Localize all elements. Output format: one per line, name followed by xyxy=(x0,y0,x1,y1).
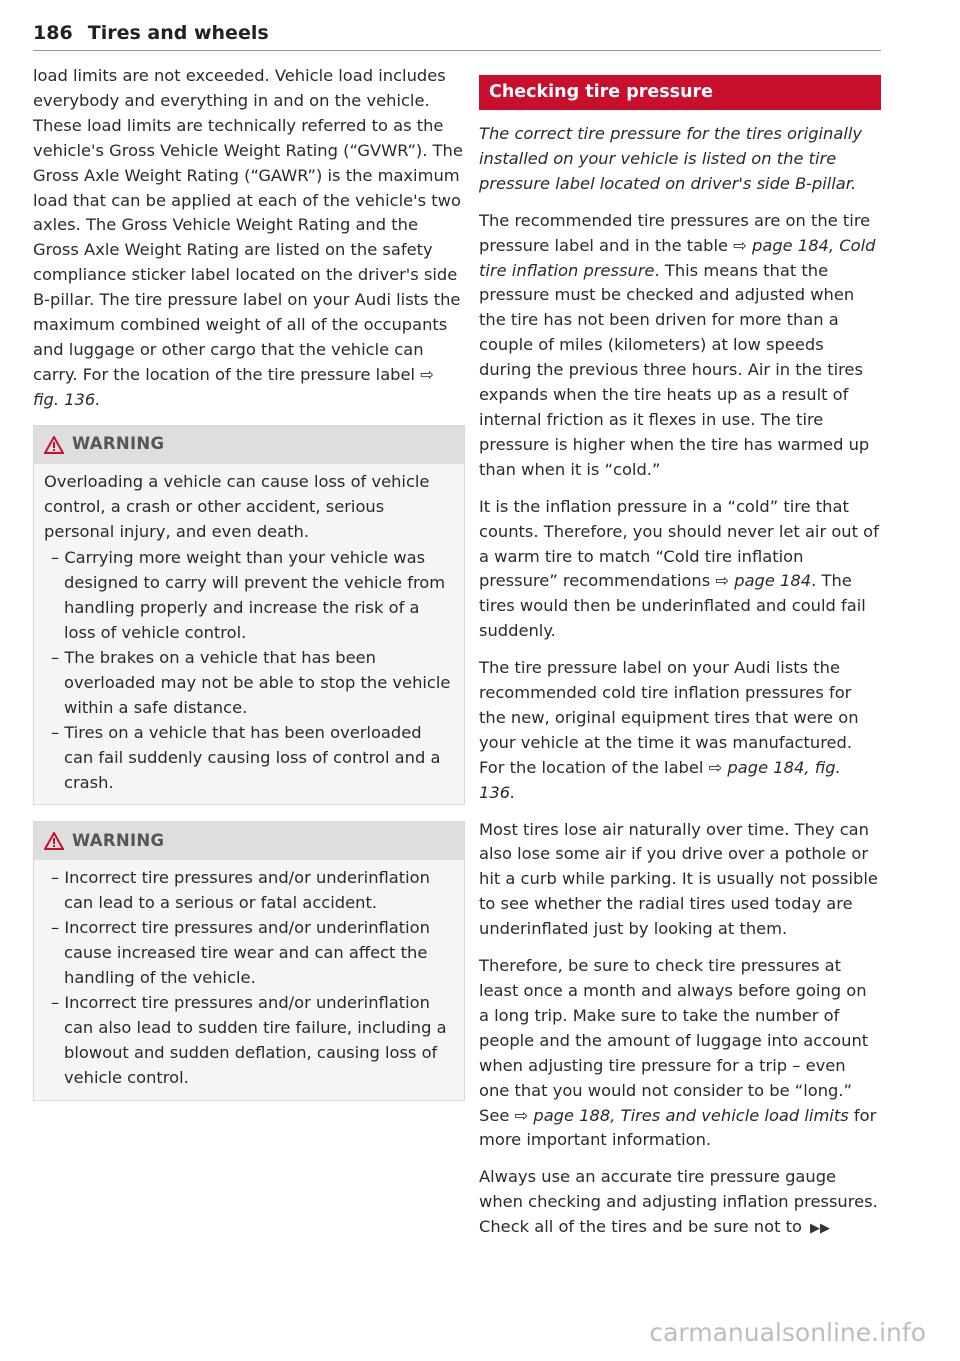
paragraph: Most tires lose air naturally over time. They can also lose some air if you drive over a pothole or hit a curb while parking. It is usually not possible to see whether the radial tires used today are underinflated just by looking at them. xyxy=(479,819,878,939)
warning-header xyxy=(34,426,464,464)
warning-item: – Carrying more weight than your vehicle was designed to carry will prevent the vehicle from handling properly and increase the risk of a loss of vehicle control. xyxy=(51,548,446,643)
paragraph: The tire pressure label on your Audi lists the recommended cold tire inflation pressures for the new, original equipment tires that were on your vehicle at the time it was manufactured. For the location of the label ⇨ page 184, fig. 136. xyxy=(479,658,859,802)
fig-reference-link[interactable]: ⇨ fig. 136. xyxy=(33,364,434,409)
page-reference-link[interactable]: ⇨ page 184, fig. 136. xyxy=(479,757,841,802)
warning-header xyxy=(34,822,464,860)
load-limits-paragraph: load limits are not exceeded. Vehicle load includes everybody and everything in and on the vehicle. These load limits are technically referred to as the vehicle's Gross Vehicle Weight Rating (“GVWR”). The Gross Axle Weight Rating (“GAWR”) is the maximum load that can be applied at each of the vehicle's two axles. The Gross Vehicle Weight Rating and the Gross Axle Weight Rating are listed on the safety compliance sticker label located on the driver's side B-pillar. The tire pressure label on your Audi lists the maximum combined weight of all of the occupants and luggage or other cargo that the vehicle can carry. For the location of the tire pressure label ⇨ fig. 136. xyxy=(33,66,463,409)
warning-item: – Tires on a vehicle that has been overloaded can fail suddenly causing loss of control and a crash. xyxy=(51,722,441,792)
continue-arrow-icon: ▶▶ xyxy=(810,1221,830,1237)
warning-box-underinflation xyxy=(33,821,465,1100)
paragraph: Always use an accurate tire pressure gauge when checking and adjusting inflation pressures. Check all of the tires and be sure not to ▶▶ xyxy=(479,1167,878,1237)
section-heading: Checking tire pressure xyxy=(489,82,714,103)
section-heading-bar xyxy=(479,75,881,110)
warning-text: Overloading a vehicle can cause loss of vehicle control, a crash or other accident, serious personal injury, and even death. xyxy=(44,471,430,541)
paragraph: Therefore, be sure to check tire pressures at least once a month and always before going on a long trip. Make sure to take the number of people and the amount of luggage into account when adjusting tire pressure for a trip – even one that you would not consider to be “long.” See ⇨ page 188, Tires and vehicle load limits for more important information. xyxy=(479,956,877,1150)
warning-item: – Incorrect tire pressures and/or underinflation can lead to a serious or fatal accident. xyxy=(51,868,430,913)
intro-text: The correct tire pressure for the tires originally installed on your vehicle is listed on the tire pressure label located on driver's side B-pillar. xyxy=(479,124,863,193)
warning-triangle-icon xyxy=(44,832,64,850)
warning-box-overloading xyxy=(33,425,465,806)
left-column xyxy=(33,64,465,1117)
paragraph: It is the inflation pressure in a “cold” tire that counts. Therefore, you should never let air out of a warm tire to match “Cold tire inflation pressure” recommendations ⇨ page 184. The tires would then be underinflated and could fail suddenly. xyxy=(479,496,879,641)
watermark: carmanualsonline.info xyxy=(649,1318,926,1347)
page-number: 186 xyxy=(33,22,73,44)
warning-item: – Incorrect tire pressures and/or underinflation cause increased tire wear and can affect the handling of the vehicle. xyxy=(51,918,430,988)
section-title: Tires and wheels xyxy=(87,22,269,44)
warning-title: WARNING xyxy=(72,831,165,851)
warning-item: – The brakes on a vehicle that has been overloaded may not be able to stop the vehicle within a safe distance. xyxy=(51,648,451,717)
right-column xyxy=(479,64,881,1254)
page-reference-link[interactable]: ⇨ page 184, Cold tire inflation pressure xyxy=(479,235,876,280)
warning-list xyxy=(44,546,454,795)
page-reference-link[interactable]: ⇨ page 184 xyxy=(715,571,812,591)
warning-list xyxy=(44,866,454,1090)
page-reference-link[interactable]: ⇨ page 188, Tires and vehicle load limits xyxy=(514,1105,849,1125)
paragraph: The recommended tire pressures are on the tire pressure label and in the table ⇨ page 184, Cold tire inflation pressure. This means that the pressure must be checked and adjusted when the tire has not been driven for more than a couple of miles (kilometers) at low speeds during the previous three hours. Air in the tires expands when the tire heats up as a result of internal friction as it flexes in use. The tire pressure is higher when the tire has warmed up than when it is “cold.” xyxy=(479,210,876,479)
warning-title: WARNING xyxy=(72,434,165,454)
warning-item: – Incorrect tire pressures and/or underinflation can also lead to sudden tire failure, including a blowout and sudden deflation, causing loss of vehicle control. xyxy=(51,993,447,1087)
page-header xyxy=(33,22,881,51)
warning-triangle-icon xyxy=(44,436,64,454)
